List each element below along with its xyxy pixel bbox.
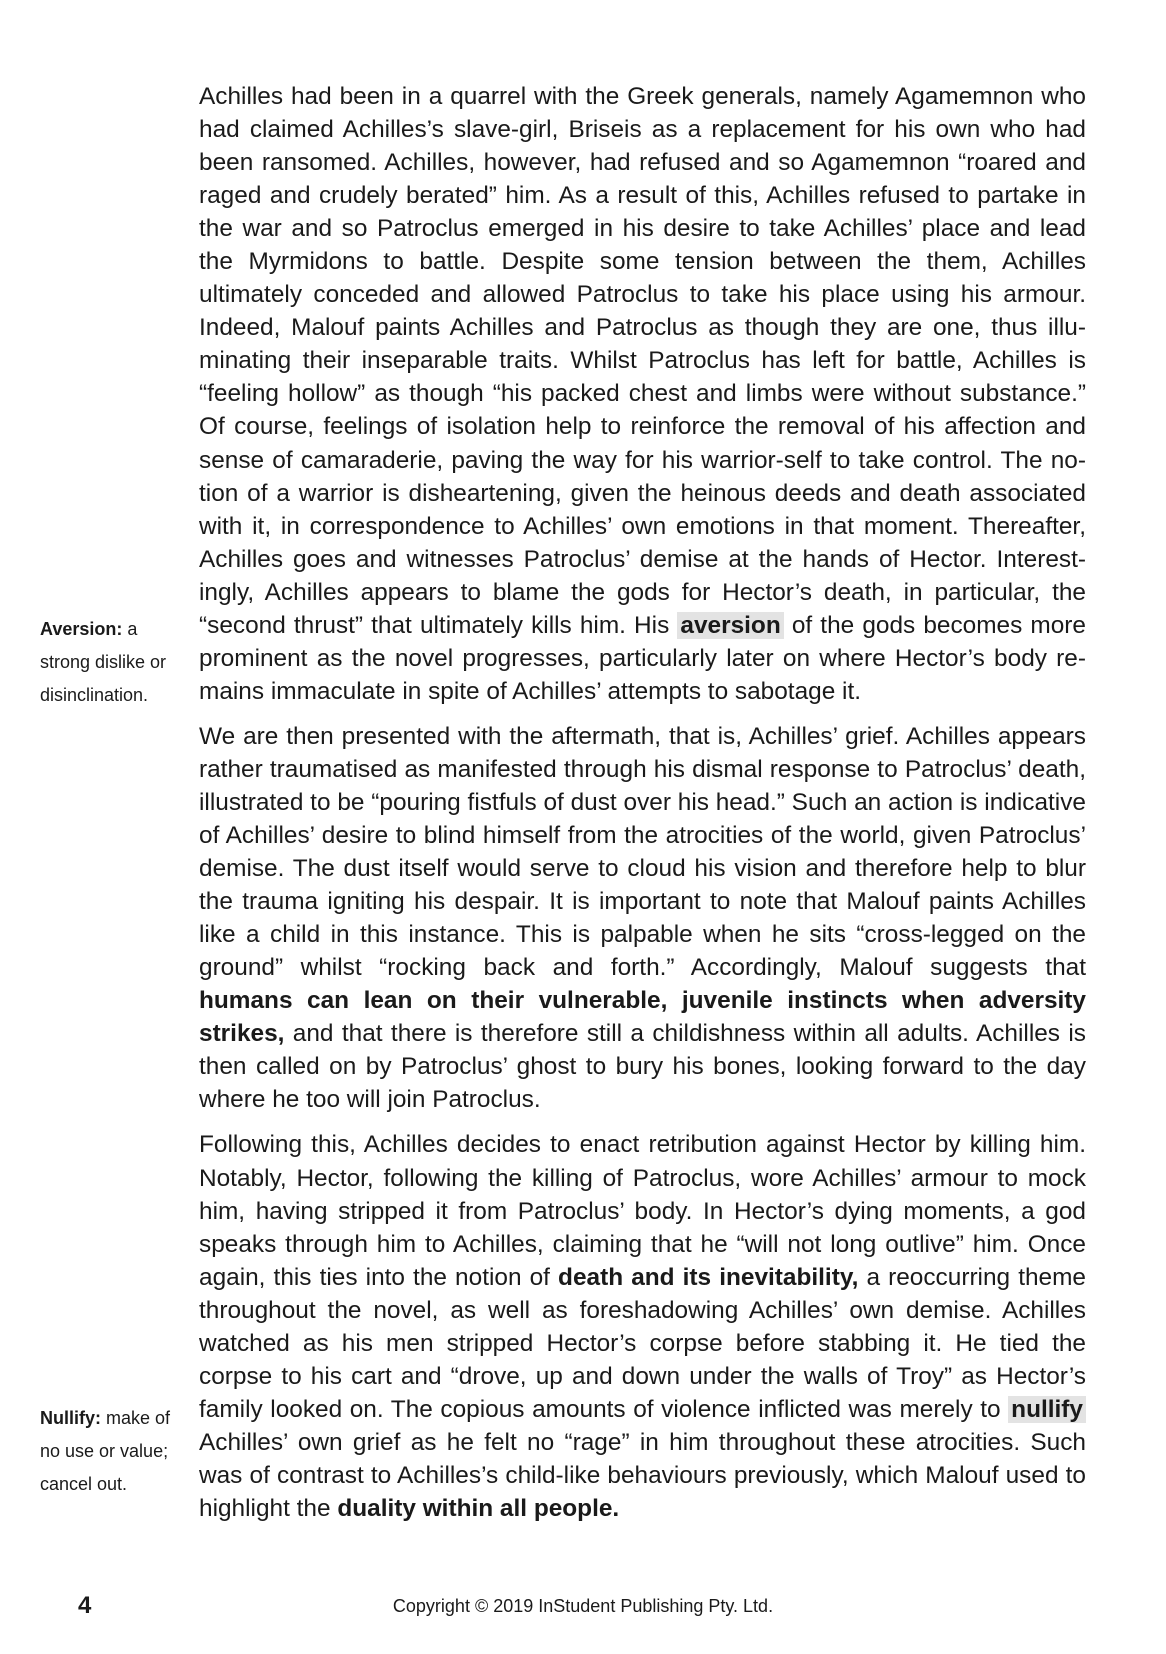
bold-phrase: duality within all people. — [337, 1494, 620, 1522]
highlighted-term: aversion — [677, 612, 783, 639]
text-run: Achilles had been in a quarrel with the Greek generals, namely Agamemnon who had claimed Achilles’s slave-girl, Briseis as a replacement for his own who had been ransomed. Achilles, however, had refused and so Agamemnon “roared and raged and crudely berated” him. As a result of this, Achilles refused to partake in the war and so Patroclus emerged in his desire to take Achilles’ place and lead the Myrmidons to battle. Despite some tension between the them, Achilles ultimately conceded and allowed Patroclus to take his place using his armour. Indeed, Malouf paints Achilles and Patroclus as though they are one, thus illuminating their inseparable traits. Whilst Patroclus has left for battle, Achilles is “feeling hollow” as though “his packed chest and limbs were without substance.” Of course, feelings of isolation help to reinforce the removal of his affection and sense of camaraderie, paving the way for his warrior-self to take control. The notion of a warrior is disheartening, given the heinous deeds and death associated with it, in correspondence to Achilles’ own emotions in that moment. Thereafter, Achilles goes and witnesses Patroclus’ demise at the hands of Hector. Interestingly, Achilles appears to blame the gods for Hector’s death, in particular, the “second thrust” that ultimately kills him. His — [199, 83, 1086, 639]
glossary-definition: a strong dislike or disinclination. — [40, 619, 167, 705]
text-run: a reoccurring theme throughout the novel, as well as foreshadowing Achilles’ own demise. Achilles watched as his men stripped Hector’s corpse before stabbing it. He tied the corpse to his cart and “drove, up and down under the walls of Troy” as Hector’s family looked on. The copious amounts of violence inflicted was merely to — [199, 1263, 1086, 1423]
glossary-term: Nullify: — [40, 1408, 101, 1428]
bold-phrase: humans can lean on their vulnerable, juvenile instincts when adversity strikes, — [199, 987, 1086, 1048]
body-text — [199, 80, 1086, 1525]
page-number: 4 — [78, 1592, 92, 1619]
paragraph-3 — [199, 1128, 1086, 1525]
highlighted-term: nullify — [1008, 1396, 1086, 1423]
text-run: of the gods becomes more prominent as the novel progresses, particularly later on where Hector’s body remains immaculate in spite of Achilles’ attempts to sabotage it. — [199, 611, 1086, 705]
glossary-term: Aversion: — [40, 619, 123, 639]
copyright-notice: Copyright © 2019 InStudent Publishing Pty. Ltd. — [392, 1596, 774, 1616]
text-run: and that there is therefore still a childishness within all adults. Achilles is then called on by Patroclus’ ghost to bury his bones, looking forward to the day where he too will join Patroclus. — [199, 1020, 1086, 1114]
glossary-note-aversion — [40, 613, 188, 712]
glossary-note-nullify — [40, 1402, 188, 1501]
glossary-definition: make of no use or value; cancel out. — [40, 1408, 171, 1494]
text-run: Achilles’ own grief as he felt no “rage” in him throughout these atrocities. Such was of contrast to Achilles’s child-like behaviours previously, which Malouf used to highlight the — [199, 1428, 1086, 1522]
paragraph-2 — [199, 720, 1086, 1117]
paragraph-1 — [199, 80, 1086, 708]
bold-phrase: death and its inevitability, — [558, 1263, 859, 1291]
text-run: Following this, Achilles decides to enact retribution against Hector by killing him. Notably, Hector, following the killing of Patroclus, wore Achilles’ armour to mock him, having stripped it from Patroclus’ body. In Hector’s dying moments, a god speaks through him to Achilles, claiming that he “will not long outlive” him. Once again, this ties into the notion of — [199, 1131, 1086, 1291]
text-run: We are then presented with the aftermath, that is, Achilles’ grief. Achilles appears rather traumatised as manifested through his dismal response to Patroclus’ death, illustrated to be “pouring fistfuls of dust over his head.” Such an action is indicative of Achilles’ desire to blind himself from the atrocities of the world, given Patroclus’ demise. The dust itself would serve to cloud his vision and therefore help to blur the trauma igniting his despair. It is important to note that Malouf paints Achilles like a child in this instance. This is palpable when he sits “cross-legged on the ground” whilst “rocking back and forth.” Accordingly, Malouf suggests that — [199, 722, 1086, 982]
